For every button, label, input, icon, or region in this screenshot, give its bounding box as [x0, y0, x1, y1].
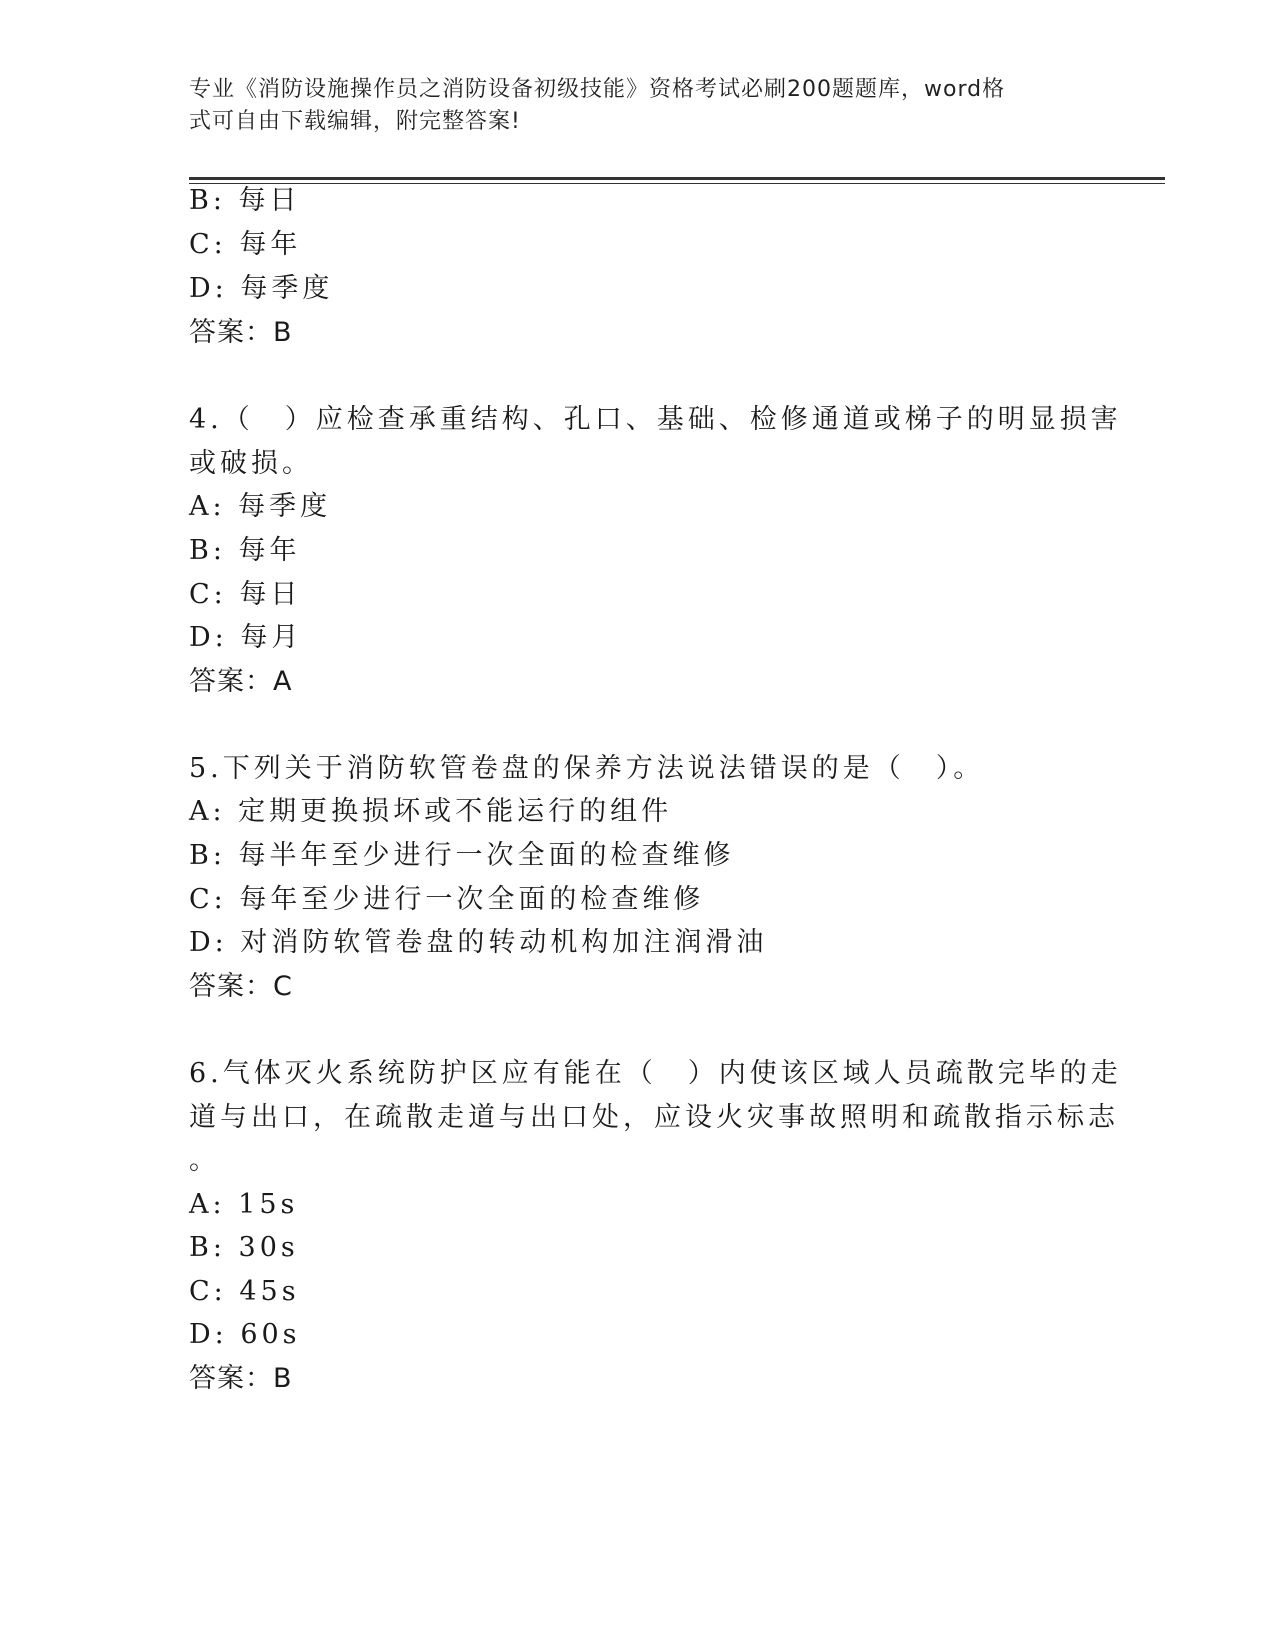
- q3-answer: 答案：B: [189, 317, 293, 348]
- document-header: [189, 74, 1069, 138]
- q6-option-c: C: 45s: [189, 1276, 300, 1307]
- q5-option-d: D: 对消防软管卷盘的转动机构加注润滑油: [189, 927, 768, 958]
- q3-option-b: B: 每日: [189, 185, 301, 216]
- q4-stem-line-1: 4.（ ）应检查承重结构、孔口、基础、检修通道或梯子的明显损害: [189, 404, 1122, 435]
- q5-option-c: C: 每年至少进行一次全面的检查维修: [189, 884, 705, 915]
- q3-option-c: C: 每年: [189, 229, 302, 260]
- q5-stem-line-1: 5.下列关于消防软管卷盘的保养方法说法错误的是（ ）。: [189, 753, 985, 784]
- q4-option-b: B: 每年: [189, 535, 301, 566]
- q4-answer: 答案：A: [189, 666, 293, 697]
- q6-option-a: A: 15s: [189, 1189, 299, 1220]
- q3-option-d: D: 每季度: [189, 273, 334, 304]
- q4-option-d: D: 每月: [189, 622, 303, 653]
- q6-answer: 答案：B: [189, 1363, 293, 1394]
- q4-option-a: A: 每季度: [189, 491, 332, 522]
- header-rule-thick: [189, 177, 1165, 180]
- q6-stem-line-3: 。: [189, 1145, 220, 1176]
- q5-option-a: A: 定期更换损坏或不能运行的组件: [189, 796, 673, 827]
- header-line-2: 式可自由下载编辑，附完整答案!: [189, 109, 521, 134]
- q4-option-c: C: 每日: [189, 579, 302, 610]
- q5-option-b: B: 每半年至少进行一次全面的检查维修: [189, 840, 735, 871]
- q6-stem-line-1: 6.气体灭火系统防护区应有能在（ ）内使该区域人员疏散完毕的走: [189, 1058, 1122, 1089]
- q5-answer: 答案：C: [189, 971, 293, 1002]
- q6-stem-line-2: 道与出口，在疏散走道与出口处，应设火灾事故照明和疏散指示标志: [189, 1102, 1119, 1133]
- header-line-1: 专业《消防设施操作员之消防设备初级技能》资格考试必刷200题题库，word格: [189, 77, 1006, 102]
- q6-option-d: D: 60s: [189, 1319, 301, 1350]
- q6-option-b: B: 30s: [189, 1232, 299, 1263]
- q4-stem-line-2: 或破损。: [189, 448, 313, 479]
